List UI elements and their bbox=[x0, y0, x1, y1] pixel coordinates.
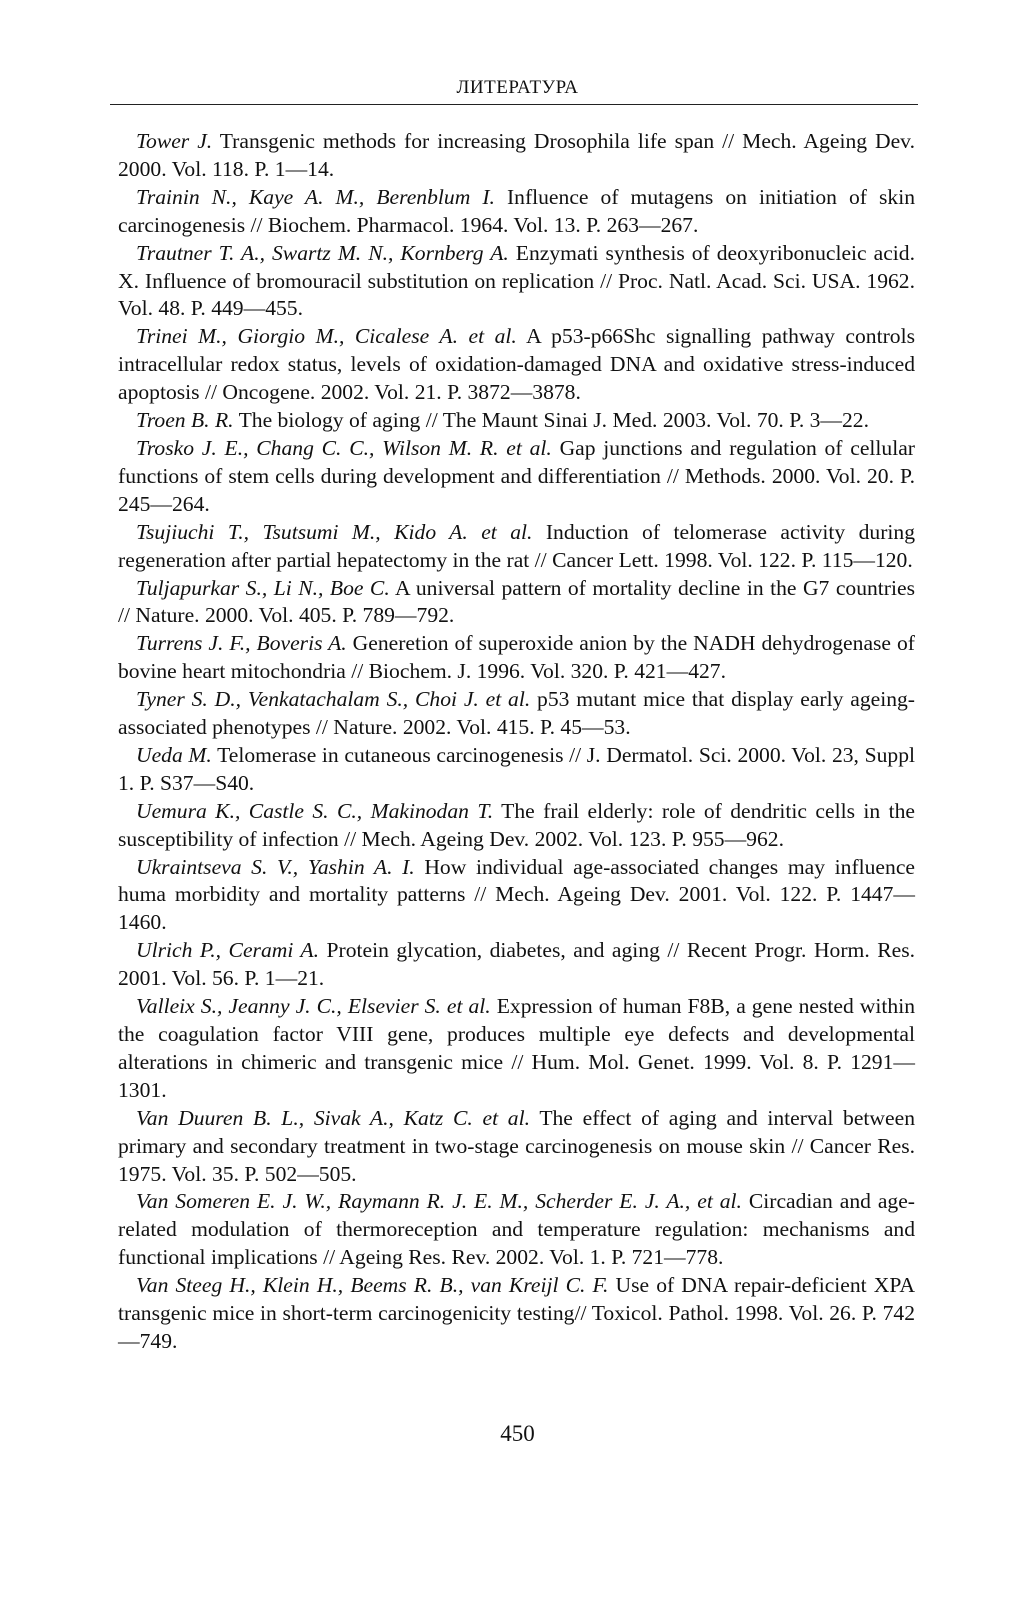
reference-text: The frail elderly: role of dendritic cells in the susceptibility of infection // Mech. Ageing Dev. 2002. Vol. 123. P. 955—962. bbox=[118, 798, 915, 851]
reference-text: Generetion of superoxide anion by the NADH dehydrogenase of bovine heart mitochondria // Biochem. J. 1996. Vol. 320. P. 421—427. bbox=[118, 631, 915, 684]
reference-entry bbox=[118, 240, 915, 324]
reference-entry bbox=[118, 184, 915, 240]
page-number: 450 bbox=[500, 1421, 535, 1446]
reference-text: Telomerase in cutaneous carcinogenesis // J. Dermatol. Sci. 2000. Vol. 23, Suppl 1. P. S37—S40. bbox=[118, 742, 915, 795]
reference-authors: Ukraintseva S. V., Yashin A. I. bbox=[136, 854, 415, 879]
reference-entry bbox=[118, 742, 915, 798]
running-head: ЛИТЕРАТУРА bbox=[456, 77, 579, 98]
reference-text: How individual age-associated changes may influence huma morbidity and mortality patterns // Mech. Ageing Dev. 2001. Vol. 122. P. 1447—1460. bbox=[118, 854, 915, 935]
reference-entry bbox=[118, 128, 915, 184]
reference-authors: Trautner T. A., Swartz M. N., Kornberg A. bbox=[136, 240, 509, 265]
reference-authors: Uemura K., Castle S. C., Makinodan T. bbox=[136, 798, 494, 823]
reference-authors: Van Duuren B. L., Sivak A., Katz C. et al. bbox=[136, 1105, 530, 1130]
reference-authors: Ulrich P., Cerami A. bbox=[136, 938, 320, 963]
reference-entry bbox=[118, 519, 915, 575]
reference-authors: Troen B. R. bbox=[136, 408, 234, 433]
reference-authors: Trosko J. E., Chang C. C., Wilson M. R. et al. bbox=[136, 435, 552, 460]
reference-text: Circadian and age-related modulation of thermoreception and temperature regulation: mechanisms and functional implications // Ageing Res. Rev. 2002. Vol. 1. P. 721—778. bbox=[118, 1189, 915, 1270]
reference-text: Use of DNA repair-deficient XPA transgenic mice in short-term carcinogenicity testing// Toxicol. Pathol. 1998. Vol. 26. P. 742—749. bbox=[118, 1273, 916, 1353]
reference-text: The biology of aging // The Maunt Sinai J. Med. 2003. Vol. 70. P. 3—22. bbox=[233, 408, 869, 433]
reference-authors: Van Steeg H., Klein H., Beems R. B., van Kreijl C. F. bbox=[136, 1273, 609, 1298]
reference-entry bbox=[118, 435, 915, 519]
reference-text: Enzymati synthesis of deoxyribonucleic acid. X. Influence of bromouracil substitution on replication // Proc. Natl. Acad. Sci. USA. 1962. Vol. 48. P. 449—455. bbox=[118, 240, 915, 321]
reference-authors: Valleix S., Jeanny J. C., Elsevier S. et al. bbox=[136, 994, 491, 1019]
reference-entry bbox=[118, 937, 915, 993]
reference-entry bbox=[118, 323, 915, 407]
reference-text: Influence of mutagens on initiation of skin carcinogenesis // Biochem. Pharmacol. 1964. Vol. 13. P. 263—267. bbox=[118, 184, 915, 237]
reference-authors: Trinei M., Giorgio M., Cicalese A. et al. bbox=[136, 324, 517, 349]
reference-entry bbox=[118, 1188, 915, 1272]
reference-authors: Tuljapurkar S., Li N., Boe C. bbox=[136, 575, 390, 600]
reference-authors: Trainin N., Kaye A. M., Berenblum I. bbox=[136, 184, 495, 209]
reference-entry bbox=[118, 686, 915, 742]
reference-entry bbox=[118, 854, 915, 938]
reference-text: p53 mutant mice that display early ageing-associated phenotypes // Nature. 2002. Vol. 415. P. 45—53. bbox=[118, 687, 915, 740]
reference-entry bbox=[118, 1105, 915, 1189]
header-rule bbox=[110, 104, 918, 105]
reference-authors: Ueda M. bbox=[136, 742, 212, 767]
reference-text: The effect of aging and interval between primary and secondary treatment in two-stage carcinogenesis on mouse skin // Cancer Res. 1975. Vol. 35. P. 502—505. bbox=[118, 1105, 915, 1186]
reference-authors: Turrens J. F., Boveris A. bbox=[136, 631, 347, 656]
reference-entry bbox=[118, 630, 915, 686]
reference-text: Protein glycation, diabetes, and aging // Recent Progr. Horm. Res. 2001. Vol. 56. P. 1—21. bbox=[118, 938, 915, 991]
reference-text: A universal pattern of mortality decline in the G7 countries // Nature. 2000. Vol. 405. P. 789—792. bbox=[118, 575, 915, 628]
reference-text: A p53-p66Shc signalling pathway controls intracellular redox status, levels of oxidation-damaged DNA and oxidative stress-induced apoptosis // Oncogene. 2002. Vol. 21. P. 3872—3878. bbox=[118, 324, 915, 405]
reference-list bbox=[118, 128, 915, 1356]
reference-text: Induction of telomerase activity during regeneration after partial hepatectomy in the rat // Cancer Lett. 1998. Vol. 122. P. 115—120. bbox=[118, 519, 915, 572]
reference-entry bbox=[118, 575, 915, 631]
reference-text: Gap junctions and regulation of cellular functions of stem cells during development and differentiation // Methods. 2000. Vol. 20. P. 245—264. bbox=[118, 435, 916, 516]
reference-authors: Tyner S. D., Venkatachalam S., Choi J. et al. bbox=[136, 687, 531, 712]
reference-authors: Tower J. bbox=[136, 129, 213, 153]
reference-entry bbox=[118, 407, 915, 435]
reference-authors: Van Someren E. J. W., Raymann R. J. E. M., Scherder E. J. A., et al. bbox=[136, 1189, 742, 1214]
reference-entry bbox=[118, 993, 915, 1105]
reference-entry bbox=[118, 798, 915, 854]
reference-entry bbox=[118, 1272, 915, 1356]
reference-text: Transgenic methods for increasing Drosophila life span // Mech. Ageing Dev. 2000. Vol. 118. P. 1—14. bbox=[118, 129, 915, 181]
reference-authors: Tsujiuchi T., Tsutsumi M., Kido A. et al. bbox=[136, 519, 533, 544]
reference-text: Expression of human F8B, a gene nested within the coagulation factor VIII gene, produces multiple eye defects and developmental alterations in chimeric and transgenic mice // Hum. Mol. Genet. 1999. Vol. 8. P. 1291—1301. bbox=[118, 994, 915, 1102]
